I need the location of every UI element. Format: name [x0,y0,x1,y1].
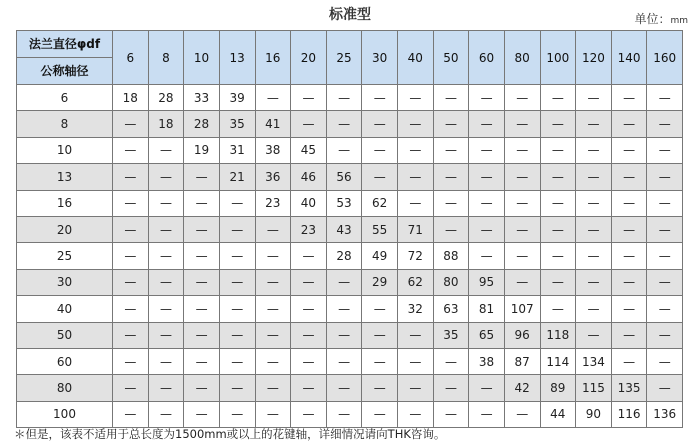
table-cell: 43 [326,216,362,242]
table-cell: — [540,269,576,295]
table-row [17,111,683,137]
table-cell: — [255,296,291,322]
table-cell: — [647,137,683,163]
table-cell: — [469,401,505,427]
table-cell: — [148,190,184,216]
table-cell: 96 [504,322,540,348]
table-row [17,401,683,427]
table-cell: — [504,190,540,216]
table-cell: 53 [326,190,362,216]
table-cell: 36 [255,164,291,190]
table-cell: 107 [504,296,540,322]
table-cell: 49 [362,243,398,269]
row-label: 6 [17,85,113,111]
table-cell: — [504,216,540,242]
table-cell: — [326,375,362,401]
table-cell: — [184,375,220,401]
table-cell: 62 [398,269,434,295]
table-cell: — [611,322,647,348]
table-cell: — [433,348,469,374]
table-cell: — [113,243,149,269]
table-cell: — [184,348,220,374]
column-header: 120 [576,31,612,85]
table-cell: 40 [291,190,327,216]
table-cell: 42 [504,375,540,401]
table-cell: — [433,137,469,163]
table-cell: — [255,243,291,269]
table-cell: — [219,348,255,374]
table-cell: — [611,137,647,163]
table-cell: 135 [611,375,647,401]
table-cell: — [148,216,184,242]
table-cell: — [184,269,220,295]
table-cell: — [113,269,149,295]
table-cell: — [398,190,434,216]
column-header: 13 [219,31,255,85]
row-label: 20 [17,216,113,242]
table-cell: — [362,85,398,111]
table-cell: — [219,269,255,295]
table-row [17,269,683,295]
table-cell: — [113,322,149,348]
table-cell: — [326,85,362,111]
table-cell: — [647,296,683,322]
row-label: 16 [17,190,113,216]
table-cell: 115 [576,375,612,401]
table-cell: — [469,164,505,190]
corner-nominal-shaft-label: 公称轴径 [40,64,89,78]
table-cell: — [611,190,647,216]
row-label: 25 [17,243,113,269]
table-cell: — [647,348,683,374]
corner-flange-diameter-label: 法兰直径φdf [17,31,112,58]
table-cell: — [148,269,184,295]
table-cell: — [219,296,255,322]
table-cell: — [398,137,434,163]
table-cell: — [362,137,398,163]
table-cell: — [148,137,184,163]
table-cell: — [540,216,576,242]
table-cell: — [219,190,255,216]
table-cell: — [433,375,469,401]
table-cell: — [255,85,291,111]
table-cell: — [433,216,469,242]
table-cell: — [148,164,184,190]
table-cell: — [362,322,398,348]
table-cell: 114 [540,348,576,374]
table-cell: — [255,216,291,242]
table-cell: — [398,85,434,111]
table-cell: — [291,243,327,269]
table-cell: 118 [540,322,576,348]
table-cell: — [611,164,647,190]
table-cell: — [255,348,291,374]
table-cell: — [326,296,362,322]
table-cell: — [326,322,362,348]
table-cell: 18 [113,85,149,111]
table-cell: — [148,296,184,322]
table-row [17,322,683,348]
column-header: 8 [148,31,184,85]
table-cell: 88 [433,243,469,269]
row-label: 10 [17,137,113,163]
table-cell: — [611,85,647,111]
column-header: 16 [255,31,291,85]
table-cell: — [540,296,576,322]
table-cell: 35 [219,111,255,137]
table-cell: — [504,269,540,295]
table-cell: — [398,401,434,427]
table-cell: 21 [219,164,255,190]
table-cell: — [113,137,149,163]
table-cell: — [148,375,184,401]
table-cell: — [611,296,647,322]
row-label: 50 [17,322,113,348]
table-cell: — [540,243,576,269]
table-cell: — [184,216,220,242]
row-label: 100 [17,401,113,427]
table-cell: 62 [362,190,398,216]
page-title: 标准型 [329,7,371,23]
table-cell: — [540,190,576,216]
table-cell: 56 [326,164,362,190]
table-cell: — [219,216,255,242]
table-cell: 39 [219,85,255,111]
table-cell: — [469,111,505,137]
table-cell: — [469,190,505,216]
table-cell: — [469,243,505,269]
table-cell: — [255,375,291,401]
table-cell: — [647,322,683,348]
table-cell: — [255,322,291,348]
table-cell: — [291,269,327,295]
table-cell: 71 [398,216,434,242]
column-header: 140 [611,31,647,85]
table-row [17,216,683,242]
unit-label [634,10,688,27]
column-header: 80 [504,31,540,85]
table-cell: — [219,375,255,401]
table-cell: — [291,85,327,111]
table-cell: — [255,269,291,295]
table-cell: 28 [184,111,220,137]
table-cell: — [469,375,505,401]
table-cell: 87 [504,348,540,374]
table-cell: — [647,375,683,401]
column-header: 6 [113,31,149,85]
flange-diameter-table [16,30,683,428]
table-cell: — [113,111,149,137]
table-cell: — [326,111,362,137]
table-cell: 134 [576,348,612,374]
table-cell: — [469,85,505,111]
table-cell: — [184,296,220,322]
table-row [17,164,683,190]
table-cell: 90 [576,401,612,427]
table-cell: — [433,111,469,137]
table-cell: — [647,269,683,295]
table-cell: 31 [219,137,255,163]
table-cell: — [504,164,540,190]
table-cell: — [576,137,612,163]
table-cell: 41 [255,111,291,137]
table-cell: — [398,375,434,401]
table-cell: 89 [540,375,576,401]
table-cell: — [611,243,647,269]
table-cell: — [113,296,149,322]
table-cell: — [362,348,398,374]
table-cell: — [398,322,434,348]
table-cell: — [148,348,184,374]
table-row [17,190,683,216]
table-cell: — [219,243,255,269]
table-cell: — [611,111,647,137]
table-cell: 81 [469,296,505,322]
unit-value: mm [670,16,688,26]
table-cell: — [576,190,612,216]
table-cell: — [469,137,505,163]
table-cell: — [291,111,327,137]
table-cell: 65 [469,322,505,348]
table-cell: — [504,243,540,269]
table-row [17,348,683,374]
table-cell: 28 [326,243,362,269]
table-cell: — [291,401,327,427]
table-cell: 44 [540,401,576,427]
row-label: 30 [17,269,113,295]
table-cell: 38 [255,137,291,163]
row-label: 13 [17,164,113,190]
table-cell: 55 [362,216,398,242]
table-cell: — [113,348,149,374]
table-cell: — [576,243,612,269]
table-cell: — [540,85,576,111]
table-cell: — [504,111,540,137]
table-cell: — [362,375,398,401]
table-cell: — [398,111,434,137]
table-cell: — [433,190,469,216]
column-header: 50 [433,31,469,85]
table-cell: 33 [184,85,220,111]
table-cell: — [113,401,149,427]
table-cell: — [504,85,540,111]
table-cell: — [113,216,149,242]
table-cell: — [398,164,434,190]
table-cell: — [326,269,362,295]
table-cell: — [148,243,184,269]
table-cell: 29 [362,269,398,295]
table-cell: — [647,190,683,216]
table-row [17,243,683,269]
table-cell: — [611,269,647,295]
table-cell: — [326,401,362,427]
table-cell: — [113,375,149,401]
table-cell: — [291,375,327,401]
table-cell: — [504,137,540,163]
table-cell: — [611,216,647,242]
table-cell: — [184,190,220,216]
table-cell: 116 [611,401,647,427]
table-cell: 63 [433,296,469,322]
table-cell: 38 [469,348,505,374]
table-cell: — [647,164,683,190]
table-cell: 19 [184,137,220,163]
table-cell: 95 [469,269,505,295]
table-cell: — [611,348,647,374]
table-cell: — [291,296,327,322]
table-cell: 35 [433,322,469,348]
table-cell: — [540,137,576,163]
column-header: 60 [469,31,505,85]
table-cell: — [291,348,327,374]
table-cell: — [148,322,184,348]
table-cell: — [148,401,184,427]
table-cell: — [219,401,255,427]
row-label: 60 [17,348,113,374]
table-corner-cell [17,31,113,85]
table-cell: — [576,296,612,322]
table-cell: — [255,401,291,427]
table-cell: — [433,85,469,111]
column-header: 100 [540,31,576,85]
table-cell: — [647,216,683,242]
table-cell: 32 [398,296,434,322]
table-cell: — [398,348,434,374]
table-cell: — [433,164,469,190]
column-header: 30 [362,31,398,85]
table-cell: — [469,216,505,242]
column-header: 25 [326,31,362,85]
column-header: 20 [291,31,327,85]
row-label: 8 [17,111,113,137]
table-cell: — [540,164,576,190]
table-cell: — [362,111,398,137]
table-cell: — [576,111,612,137]
table-cell: — [362,164,398,190]
table-cell: — [576,216,612,242]
table-cell: — [433,401,469,427]
table-cell: — [647,85,683,111]
table-cell: — [326,137,362,163]
table-cell: 18 [148,111,184,137]
table-cell: 28 [148,85,184,111]
table-cell: — [184,164,220,190]
column-header: 160 [647,31,683,85]
table-cell: — [184,401,220,427]
row-label: 40 [17,296,113,322]
table-cell: 45 [291,137,327,163]
footnote: ＊但是，该表不适用于总长度为1500mm或以上的花键轴，详细情况请向THK咨询。 [14,427,446,441]
table-cell: — [184,243,220,269]
table-cell: — [113,164,149,190]
table-row [17,85,683,111]
table-cell: — [504,401,540,427]
column-header: 10 [184,31,220,85]
table-cell: 23 [291,216,327,242]
row-label: 80 [17,375,113,401]
table-row [17,296,683,322]
table-row [17,137,683,163]
column-header: 40 [398,31,434,85]
table-cell: — [576,322,612,348]
table-cell: — [362,296,398,322]
table-row [17,375,683,401]
table-cell: — [576,269,612,295]
table-cell: — [362,401,398,427]
unit-label-text: 单位： [634,12,671,26]
table-cell: — [326,348,362,374]
table-cell: 136 [647,401,683,427]
table-cell: 80 [433,269,469,295]
table-cell: — [576,85,612,111]
table-cell: 23 [255,190,291,216]
table-cell: — [113,190,149,216]
table-cell: — [576,164,612,190]
table-cell: 46 [291,164,327,190]
table-header-row [17,31,683,85]
table-cell: — [219,322,255,348]
table-cell: 72 [398,243,434,269]
table-cell: — [647,243,683,269]
table-cell: — [184,322,220,348]
table-cell: — [647,111,683,137]
table-cell: — [540,111,576,137]
table-cell: — [291,322,327,348]
